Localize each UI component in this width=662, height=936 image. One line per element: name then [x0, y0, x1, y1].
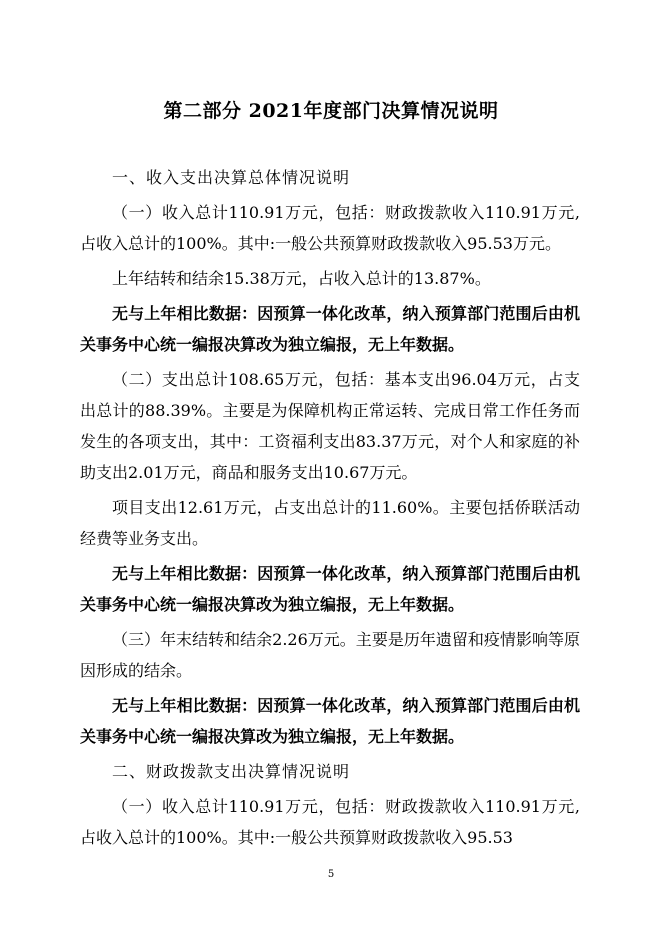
page-title: 第二部分 2021年度部门决算情况说明	[163, 100, 499, 122]
paragraph-project-expenditure: 项目支出12.61万元，占支出总计的11.60%。主要包括侨联活动经费等业务支出。	[80, 498, 580, 548]
section-heading-1: 一、收入支出决算总体情况说明	[112, 168, 351, 187]
paragraph-no-comparison-1: 无与上年相比数据：因预算一体化改革，纳入预算部门范围后由机关事务中心统一编报决算改为独立编报，无上年数据。	[80, 304, 580, 354]
paragraph-year-end-balance: （三）年末结转和结余2.26万元。主要是历年遗留和疫情影响等原因形成的结余。	[80, 630, 580, 680]
paragraph-income-total: （一）收入总计110.91万元，包括：财政拨款收入110.91万元,占收入总计的100%。其中:一般公共预算财政拨款收入95.53万元。	[80, 203, 580, 253]
paragraph-expenditure-total: （二）支出总计108.65万元，包括：基本支出96.04万元，占支出总计的88.39%。主要是为保障机构正常运转、完成日常工作任务而发生的各项支出，其中：工资福利支出83.37万元，对个人和家庭的补助支出2.01万元，商品和服务支出10.67万元。	[80, 370, 580, 482]
paragraph-fiscal-income-total: （一）收入总计110.91万元，包括：财政拨款收入110.91万元,占收入总计的100%。其中:一般公共预算财政拨款收入95.53	[80, 797, 580, 847]
paragraph-no-comparison-3: 无与上年相比数据：因预算一体化改革，纳入预算部门范围后由机关事务中心统一编报决算改为独立编报，无上年数据。	[80, 696, 580, 746]
page-number: 5	[327, 869, 335, 880]
section-heading-2: 二、财政拨款支出决算情况说明	[112, 762, 351, 781]
paragraph-no-comparison-2: 无与上年相比数据：因预算一体化改革，纳入预算部门范围后由机关事务中心统一编报决算改为独立编报，无上年数据。	[80, 564, 580, 614]
paragraph-carryover: 上年结转和结余15.38万元，占收入总计的13.87%。	[112, 269, 491, 288]
document-body	[80, 158, 580, 857]
